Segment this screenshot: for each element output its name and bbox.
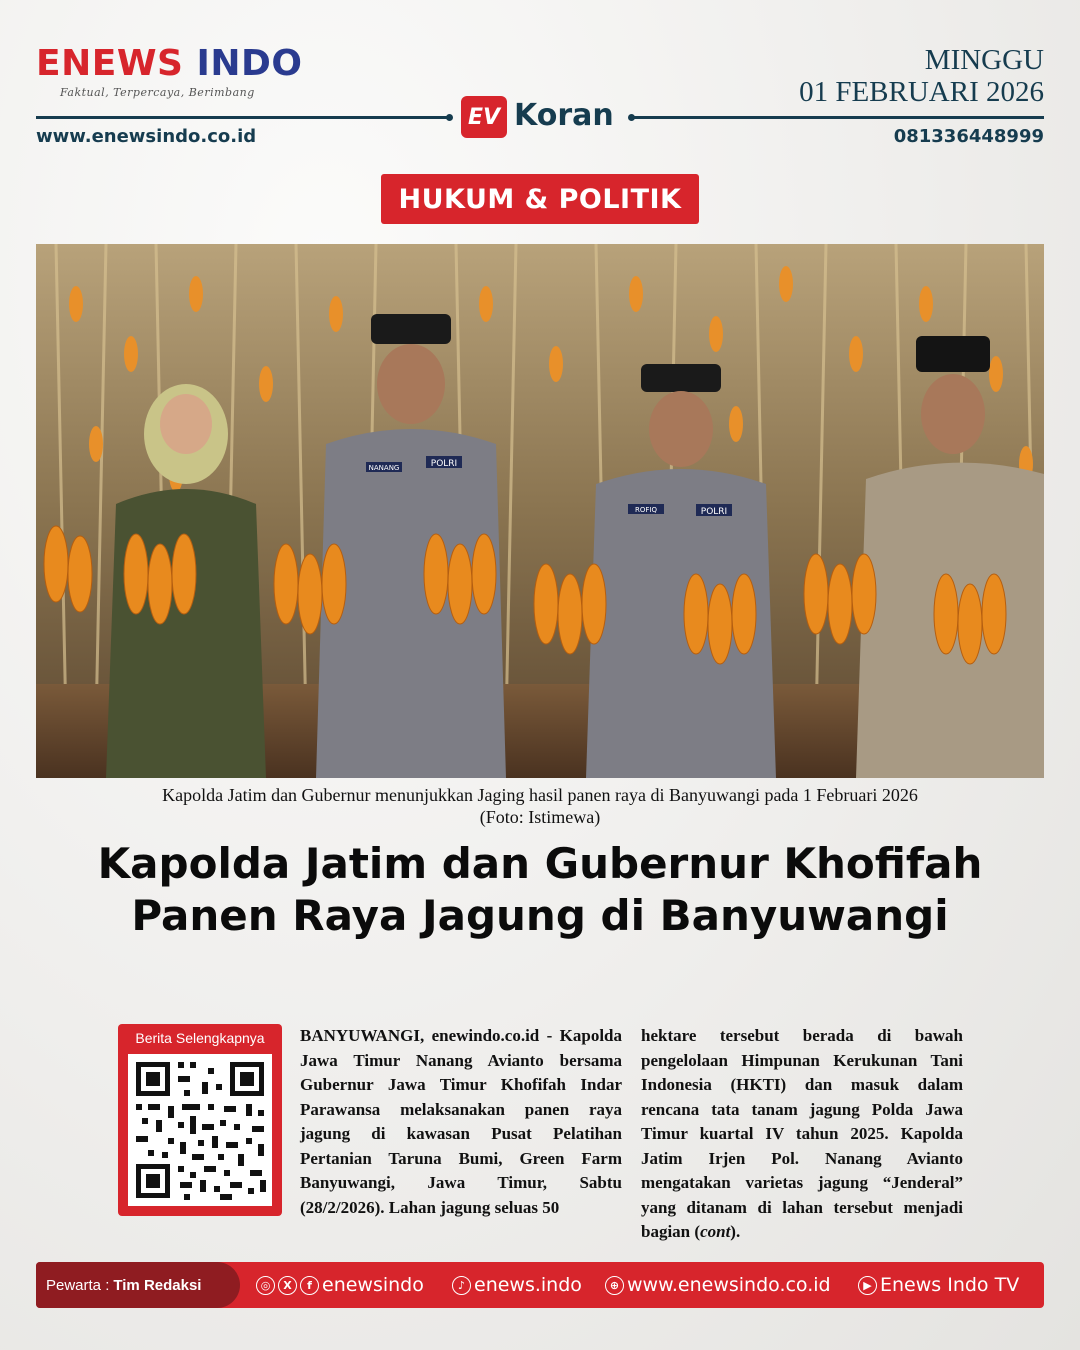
qr-card[interactable] bbox=[118, 1024, 282, 1216]
badge-polri-2: POLRI bbox=[700, 507, 728, 517]
footer-social[interactable] bbox=[256, 1262, 424, 1308]
category-badge: HUKUM & POLITIK bbox=[381, 174, 699, 224]
corn-harvest-illustration bbox=[36, 244, 1044, 778]
issue-day: MINGGU bbox=[924, 44, 1044, 76]
qr-code-icon bbox=[128, 1054, 272, 1206]
pewarta-name: Tim Redaksi bbox=[113, 1276, 202, 1294]
brand-part2: INDO bbox=[196, 43, 303, 84]
globe-icon[interactable]: ⊕ bbox=[605, 1276, 624, 1295]
tiktok-icon[interactable]: ♪ bbox=[452, 1276, 471, 1295]
youtube-icon[interactable]: ▶ bbox=[858, 1276, 877, 1295]
article-column-2-text: hektare tersebut berada di bawah pengelolaan Himpunan Kerukunan Tani Indonesia (HKTI) dan masuk dalam rencana tata tanam jagung Polda Jawa Timur kuartal IV tahun 2025. Kapolda Jatim Irjen Pol. Nanang Avianto mengatakan varietas jagung “Jenderal” yang ditanam di lahan tersebut menjadi bagian bbox=[641, 1026, 963, 1241]
instagram-icon[interactable]: ◎ bbox=[256, 1276, 275, 1295]
footer-social-handle[interactable]: enewsindo bbox=[322, 1274, 424, 1296]
header-rule-left bbox=[36, 116, 448, 119]
footer-website-url[interactable]: www.enewsindo.co.id bbox=[627, 1274, 831, 1296]
name-tag-2: ROFIQ bbox=[635, 506, 657, 514]
edition-title: Koran bbox=[514, 98, 614, 133]
photo-caption-line1: Kapolda Jatim dan Gubernur menunjukkan Jaging hasil panen raya di Banyuwangi pada 1 Februari 2026 bbox=[162, 785, 918, 805]
article-headline: Kapolda Jatim dan Gubernur Khofifah Panen Raya Jagung di Banyuwangi bbox=[97, 839, 983, 940]
facebook-icon[interactable]: f bbox=[300, 1276, 319, 1295]
qr-label: Berita Selengkapnya bbox=[135, 1030, 265, 1046]
header-rule-dot-left bbox=[446, 114, 453, 121]
header-rule-dot-right bbox=[628, 114, 635, 121]
header-phone[interactable]: 081336448999 bbox=[893, 126, 1044, 147]
footer-tiktok[interactable] bbox=[452, 1262, 582, 1308]
photo-caption bbox=[36, 784, 1044, 828]
qr-code[interactable] bbox=[128, 1054, 272, 1206]
issue-date: 01 FEBRUARI 2026 bbox=[799, 76, 1044, 108]
pewarta-credit bbox=[36, 1262, 240, 1308]
article-continued[interactable]: cont bbox=[700, 1222, 731, 1241]
footer-youtube-channel[interactable]: Enews Indo TV bbox=[880, 1274, 1020, 1296]
tagline: Faktual, Terpercaya, Berimbang bbox=[60, 86, 255, 99]
footer-website[interactable] bbox=[605, 1262, 831, 1308]
name-tag-1: NANANG bbox=[368, 464, 400, 472]
brand-part1: ENEWS bbox=[36, 43, 184, 84]
article-column-2: hektare tersebut berada di bawah pengelolaan Himpunan Kerukunan Tani Indonesia (HKTI) dan masuk dalam rencana tata tanam jagung Polda Jawa Timur kuartal IV tahun 2025. Kapolda Jatim Irjen Pol. Nanang Avianto mengatakan varietas jagung “Jenderal” yang ditanam di lahan tersebut menjadi bagian (cont). bbox=[641, 1026, 963, 1241]
footer-youtube[interactable] bbox=[858, 1262, 1019, 1308]
article-column-2-tail: ). bbox=[730, 1222, 741, 1241]
news-photo bbox=[36, 244, 1044, 778]
footer-tiktok-handle[interactable]: enews.indo bbox=[474, 1274, 582, 1296]
header-rule-right bbox=[632, 116, 1044, 119]
pewarta-label: Pewarta : bbox=[46, 1276, 110, 1294]
photo-caption-credit: (Foto: Istimewa) bbox=[479, 807, 601, 827]
edition-logo-icon: EV bbox=[461, 96, 507, 138]
x-icon[interactable]: X bbox=[278, 1276, 297, 1295]
brand-logo bbox=[36, 43, 303, 84]
header-website[interactable]: www.enewsindo.co.id bbox=[36, 126, 257, 147]
badge-polri-1: POLRI bbox=[430, 459, 458, 469]
article-column-1: BANYUWANGI, enewindo.co.id - Kapolda Jawa Timur Nanang Avianto bersama Gubernur Jawa Timur Khofifah Indar Parawansa melaksanakan panen raya jagung di kawasan Pusat Pelatihan Pertanian Taruna Bumi, Green Farm Banyuwangi, Jawa Timur, Sabtu (28/2/2026). Lahan jagung seluas 50 bbox=[300, 1026, 622, 1217]
